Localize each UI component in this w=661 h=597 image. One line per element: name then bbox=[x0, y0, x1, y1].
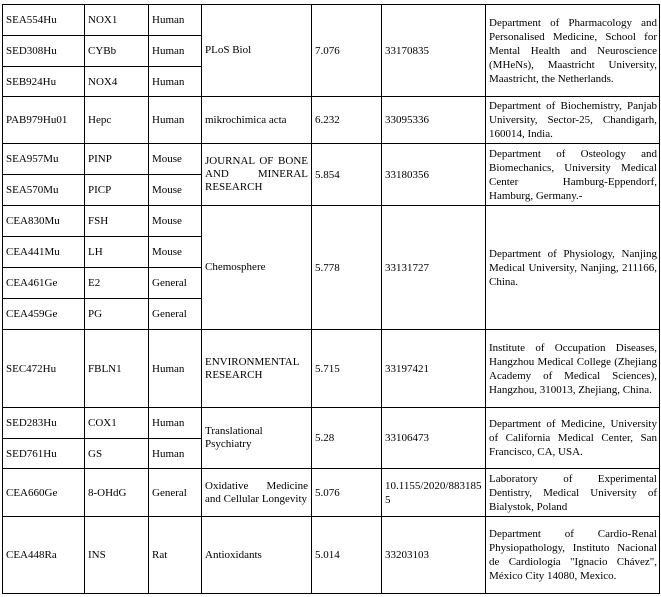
table-row bbox=[3, 408, 660, 439]
citation-table bbox=[2, 4, 660, 594]
gene-name: COX1 bbox=[85, 408, 149, 439]
table-row bbox=[3, 97, 660, 144]
affiliation: Department of Osteology and Biomechanics, University Medical Center Hamburg-Eppendorf, Hamburg, Germany.- bbox=[486, 144, 660, 206]
impact-factor: 5.076 bbox=[312, 469, 382, 517]
journal: JOURNAL OF BONE AND MINERAL RESEARCH bbox=[202, 144, 312, 206]
gene-name: INS bbox=[85, 517, 149, 594]
gene-name: PG bbox=[85, 299, 149, 330]
gene-name: 8-OHdG bbox=[85, 469, 149, 517]
table-row bbox=[3, 5, 660, 36]
species: Human bbox=[149, 439, 202, 469]
species: Human bbox=[149, 408, 202, 439]
catalog-number: SED308Hu bbox=[3, 36, 85, 67]
catalog-number: SEA957Mu bbox=[3, 144, 85, 175]
species: General bbox=[149, 469, 202, 517]
affiliation: Department of Physiology, Nanjing Medical University, Nanjing, 211166, China. bbox=[486, 206, 660, 330]
species: Mouse bbox=[149, 206, 202, 237]
gene-name: PICP bbox=[85, 175, 149, 206]
species: Human bbox=[149, 330, 202, 408]
pmid: 33203103 bbox=[382, 517, 486, 594]
gene-name: LH bbox=[85, 237, 149, 268]
species: Human bbox=[149, 36, 202, 67]
catalog-number: SEA554Hu bbox=[3, 5, 85, 36]
journal: Translational Psychiatry bbox=[202, 408, 312, 469]
journal: Chemosphere bbox=[202, 206, 312, 330]
impact-factor: 5.854 bbox=[312, 144, 382, 206]
catalog-number: CEA459Ge bbox=[3, 299, 85, 330]
table-row bbox=[3, 517, 660, 594]
gene-name: PINP bbox=[85, 144, 149, 175]
catalog-number: CEA830Mu bbox=[3, 206, 85, 237]
catalog-number: SED283Hu bbox=[3, 408, 85, 439]
affiliation: Department of Medicine, University of California Medical Center, San Francisco, CA, USA. bbox=[486, 408, 660, 469]
species: Mouse bbox=[149, 175, 202, 206]
catalog-number: SEC472Hu bbox=[3, 330, 85, 408]
impact-factor: 6.232 bbox=[312, 97, 382, 144]
journal: ENVIRONMENTAL RESEARCH bbox=[202, 330, 312, 408]
species: Mouse bbox=[149, 237, 202, 268]
gene-name: NOX1 bbox=[85, 5, 149, 36]
species: Human bbox=[149, 5, 202, 36]
pmid: 33180356 bbox=[382, 144, 486, 206]
species: Human bbox=[149, 97, 202, 144]
gene-name: Hepc bbox=[85, 97, 149, 144]
species: Mouse bbox=[149, 144, 202, 175]
pmid: 33170835 bbox=[382, 5, 486, 97]
impact-factor: 5.715 bbox=[312, 330, 382, 408]
affiliation: Department of Biochemistry, Panjab University, Sector-25, Chandigarh, 160014, India. bbox=[486, 97, 660, 144]
journal: Antioxidants bbox=[202, 517, 312, 594]
gene-name: GS bbox=[85, 439, 149, 469]
table-row bbox=[3, 469, 660, 517]
catalog-number: SEA570Mu bbox=[3, 175, 85, 206]
pmid: 33095336 bbox=[382, 97, 486, 144]
affiliation: Institute of Occupation Diseases, Hangzhou Medical College (Zhejiang Academy of Medical Sciences), Hangzhou, 310013, Zhejiang, China. bbox=[486, 330, 660, 408]
affiliation: Laboratory of Experimental Dentistry, Medical University of Bialystok, Poland bbox=[486, 469, 660, 517]
journal: mikrochimica acta bbox=[202, 97, 312, 144]
catalog-number: SEB924Hu bbox=[3, 67, 85, 97]
gene-name: FSH bbox=[85, 206, 149, 237]
species: General bbox=[149, 268, 202, 299]
gene-name: CYBb bbox=[85, 36, 149, 67]
catalog-number: CEA441Mu bbox=[3, 237, 85, 268]
catalog-number: CEA448Ra bbox=[3, 517, 85, 594]
impact-factor: 7.076 bbox=[312, 5, 382, 97]
impact-factor: 5.778 bbox=[312, 206, 382, 330]
species: Rat bbox=[149, 517, 202, 594]
catalog-number: CEA660Ge bbox=[3, 469, 85, 517]
table-row bbox=[3, 206, 660, 237]
table-row bbox=[3, 330, 660, 408]
affiliation: Department of Pharmacology and Personalised Medicine, School for Mental Health and Neuroscience (MHeNs), Maastricht University, Maastricht, the Netherlands. bbox=[486, 5, 660, 97]
pmid: 10.1155/2020/8831855 bbox=[382, 469, 486, 517]
species: General bbox=[149, 299, 202, 330]
pmid: 33106473 bbox=[382, 408, 486, 469]
gene-name: NOX4 bbox=[85, 67, 149, 97]
catalog-number: SED761Hu bbox=[3, 439, 85, 469]
table-row bbox=[3, 144, 660, 175]
species: Human bbox=[149, 67, 202, 97]
pmid: 33131727 bbox=[382, 206, 486, 330]
pmid: 33197421 bbox=[382, 330, 486, 408]
gene-name: E2 bbox=[85, 268, 149, 299]
journal: Oxidative Medicine and Cellular Longevity bbox=[202, 469, 312, 517]
impact-factor: 5.28 bbox=[312, 408, 382, 469]
catalog-number: CEA461Ge bbox=[3, 268, 85, 299]
affiliation: Department of Cardio-Renal Physiopathology, Instituto Nacional de Cardiología "Ignacio Chávez", México City 14080, Mexico. bbox=[486, 517, 660, 594]
journal: PLoS Biol bbox=[202, 5, 312, 97]
impact-factor: 5.014 bbox=[312, 517, 382, 594]
catalog-number: PAB979Hu01 bbox=[3, 97, 85, 144]
gene-name: FBLN1 bbox=[85, 330, 149, 408]
